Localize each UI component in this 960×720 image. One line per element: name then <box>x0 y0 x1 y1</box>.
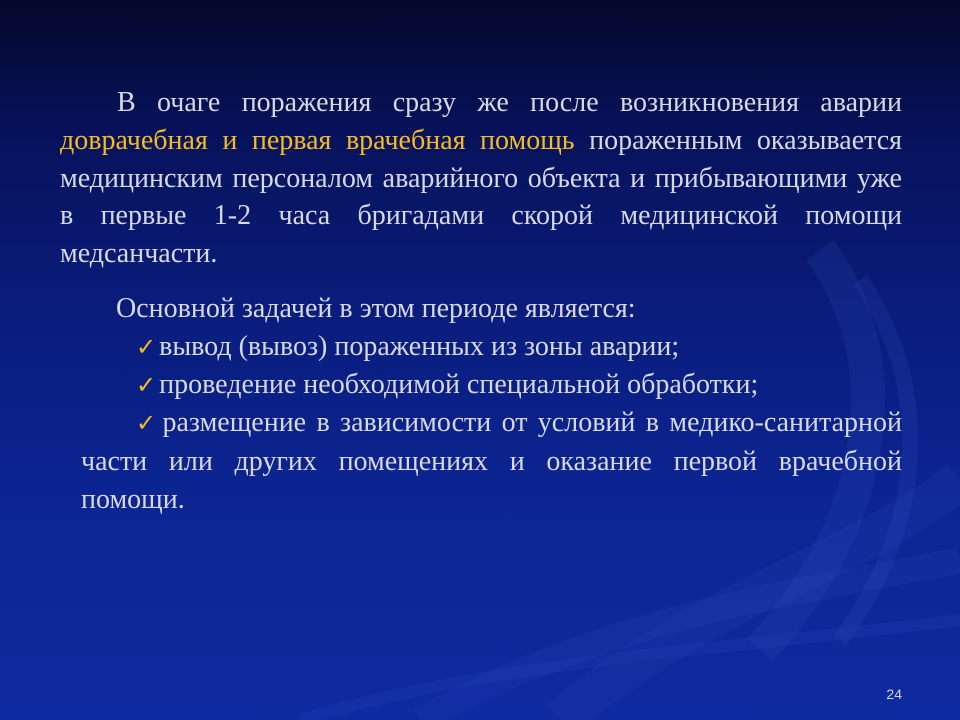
list-item-text: размещение в зависимости от условий в медико-санитарной части или других помещениях и оказание первой врачебной помощи. <box>81 407 902 515</box>
checkmark-icon: ✓ <box>136 371 157 399</box>
list-item-text: вывод (вывоз) пораженных из зоны аварии; <box>159 331 680 362</box>
list-item-text: проведение необходимой специальной обработки; <box>159 369 759 400</box>
list-item <box>81 404 902 518</box>
page-number: 24 <box>886 686 902 702</box>
checkmark-icon: ✓ <box>136 409 160 437</box>
checkmark-icon: ✓ <box>136 333 157 361</box>
list-item <box>136 328 679 367</box>
paragraph-text-start: В очаге поражения сразу же после возникновения аварии <box>117 87 902 118</box>
paragraph-text-end: пораженным оказывается медицинским персоналом аварийного объекта и прибывающими уже в первые 1-2 часа бригадами скорой медицинской помощи медсанчасти. <box>60 124 903 270</box>
paragraph-main <box>60 84 902 273</box>
task-intro: Основной задачей в этом периоде является: <box>116 293 636 324</box>
highlighted-phrase: доврачебная и первая врачебная помощь <box>60 124 575 156</box>
list-item <box>136 366 758 405</box>
